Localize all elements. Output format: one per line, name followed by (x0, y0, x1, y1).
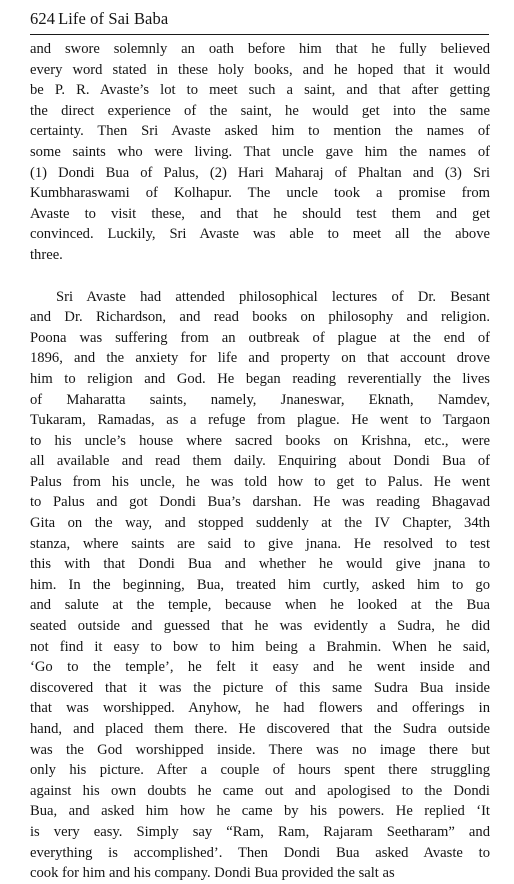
text-line: convinced. Luckily, Sri Avaste was able to meet all the above (30, 226, 490, 243)
text-line: Poona was suffering from an outbreak of plague at the end of (30, 329, 490, 346)
text-line: Palus from his uncle, he was told how to get to Palus. He went (30, 473, 490, 490)
text-line: and swore solemnly an oath before him that he fully believed (30, 41, 490, 57)
text-line: stanza, where saints are said to give jnana. He resolved to test (30, 535, 490, 552)
text-line: to Palus and got Dondi Bua’s darshan. He was reading Bhagavad (30, 494, 490, 511)
text-line: Sri Avaste had attended philosophical lectures of Dr. Besant (56, 288, 490, 305)
text-line: some saints who were living. That uncle gave him the names of (30, 143, 490, 160)
text-line: be P. R. Avaste’s lot to meet such a saint, and that after getting (30, 82, 490, 99)
paragraph (30, 39, 490, 266)
text-line: Bua, and asked him how he came by his powers. He replied ‘It (30, 803, 490, 820)
text-line: everything is accomplished’. Then Dondi Bua asked Avaste to (30, 844, 490, 861)
text-line: against his own doubts he came out and apologised to the Dondi (30, 782, 490, 799)
running-head (30, 9, 168, 29)
text-line: this with that Dondi Bua and whether he would give jnana to (30, 556, 490, 573)
text-line: three. (30, 246, 63, 263)
text-line: seated outside and guessed that he was evidently a Sudra, he did (30, 618, 490, 635)
page-number: 624 (30, 9, 56, 28)
text-line: is very easy. Simply say “Ram, Ram, Rajaram Seetharam” and (30, 823, 490, 840)
text-line: all available and read them daily. Enquiring about Dondi Bua of (30, 453, 490, 470)
text-line: him. In the beginning, Bua, treated him curtly, asked him to go (30, 576, 490, 593)
text-line: Kumbharaswami of Kolhapur. The uncle took a promise from (30, 185, 490, 202)
text-line: of Maharatta saints, namely, Jnaneswar, Eknath, Namdev, (30, 391, 490, 408)
body-text (30, 39, 490, 884)
text-line: Avaste to visit these, and that he should test them and get (30, 205, 490, 222)
text-line: ‘Go to the temple’, he felt it easy and he went inside and (30, 659, 490, 676)
text-line: cook for him and his company. Dondi Bua provided the salt as (30, 865, 395, 882)
text-line: that was worshipped. Anyhow, he had flowers and offerings in (30, 700, 490, 717)
text-line: him to religion and God. He began reading reverentially the lives (30, 370, 490, 387)
text-line: to his uncle’s house where sacred books on Krishna, etc., were (30, 432, 490, 449)
text-line: Tukaram, Ramadas, as a refuge from plague. He went to Targaon (30, 412, 490, 429)
text-line: and Dr. Richardson, and read books on philosophy and religion. (30, 309, 490, 326)
text-line: (1) Dondi Bua of Palus, (2) Hari Maharaj of Phaltan and (3) Sri (30, 164, 490, 181)
text-line: only his picture. After a couple of hours spent there struggling (30, 762, 490, 779)
paragraph (30, 287, 490, 884)
text-line: was the God worshipped inside. There was no image there but (30, 741, 490, 758)
text-line: hand, and placed them there. He discovered that the Sudra outside (30, 721, 490, 737)
running-title: Life of Sai Baba (58, 9, 169, 28)
text-line: every word stated in these holy books, and he hoped that it would (30, 61, 490, 78)
text-line: certainty. Then Sri Avaste asked him to mention the names of (30, 123, 490, 140)
text-line: not find it easy to bow to him being a Brahmin. When he said, (30, 638, 490, 655)
text-line: discovered that it was the picture of this same Sudra Bua inside (30, 679, 490, 696)
text-line: 1896, and the anxiety for life and property on that account drove (30, 350, 490, 367)
text-line: the direct experience of the saint, he would get into the same (30, 102, 490, 119)
text-line: Gita on the way, and stopped suddenly at the IV Chapter, 34th (30, 515, 490, 532)
header-rule (30, 34, 489, 35)
text-line: and salute at the temple, because when he looked at the Bua (30, 597, 490, 614)
